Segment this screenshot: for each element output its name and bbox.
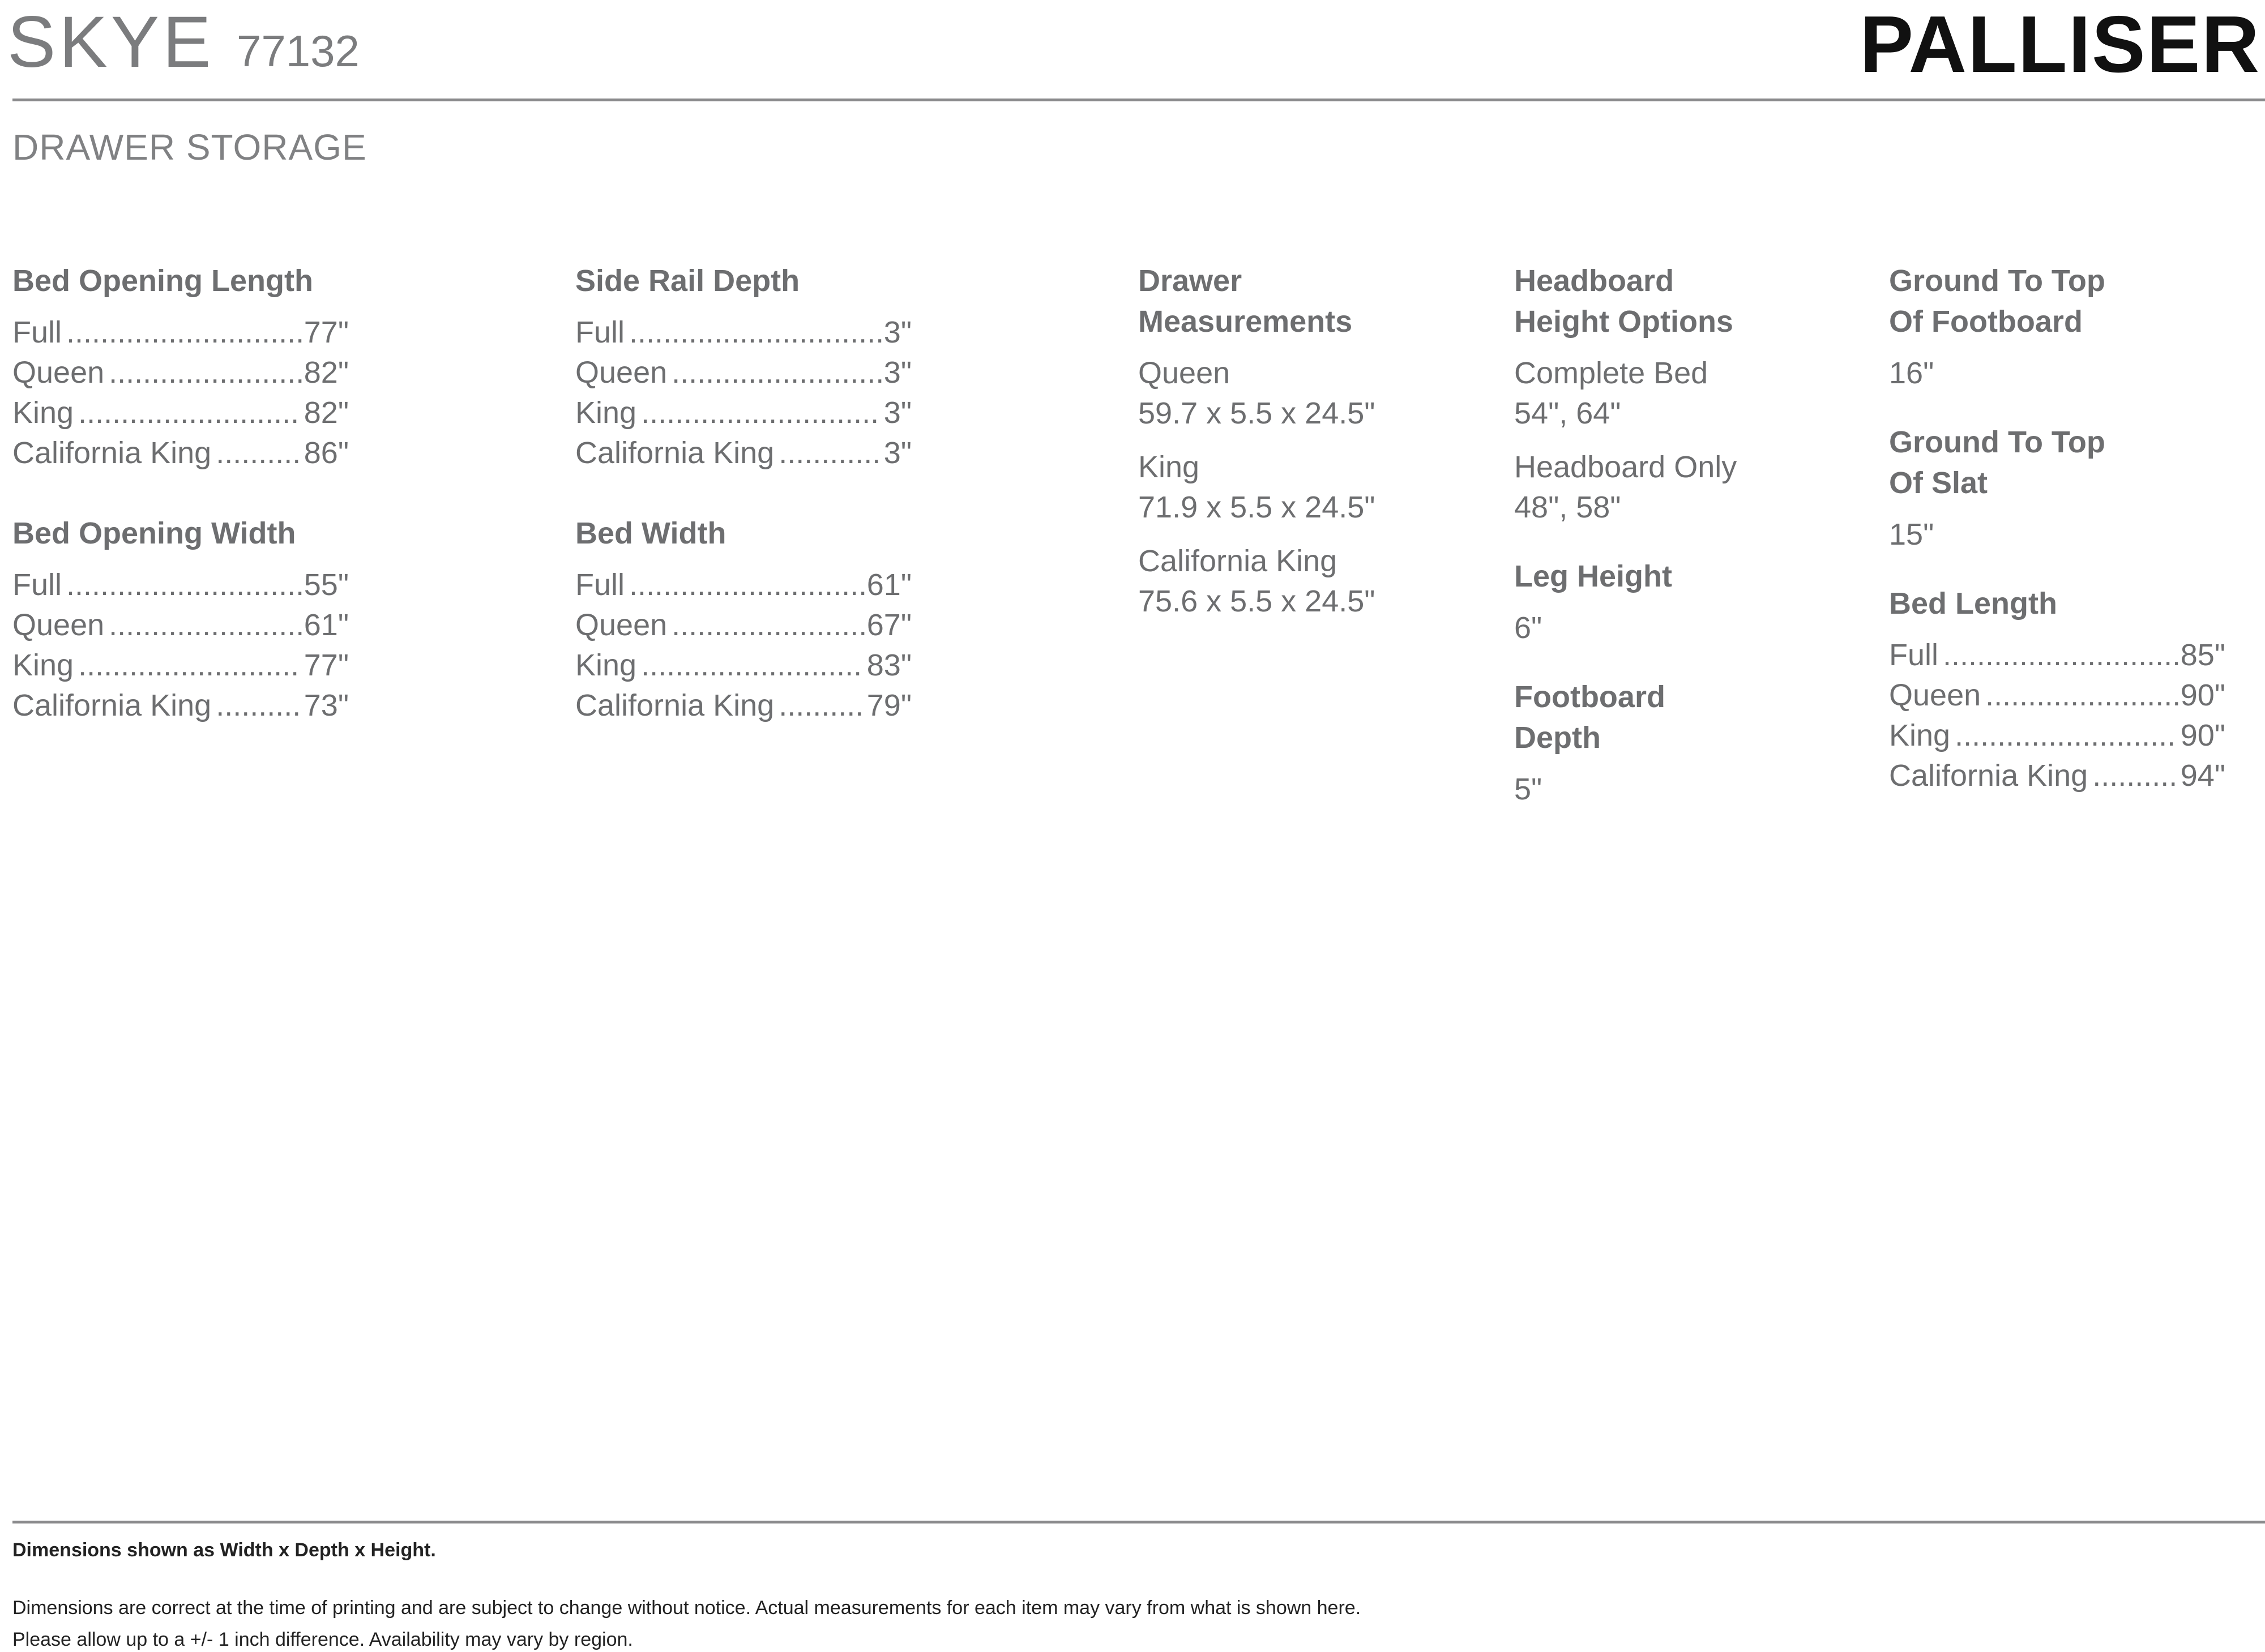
- dot-leader: [109, 353, 302, 393]
- dot-leader: [672, 353, 882, 393]
- leg-height-value: 6": [1514, 611, 1542, 645]
- spec-row: Queen ..... 90": [1889, 675, 2225, 716]
- column-1: [12, 260, 349, 726]
- section-title: Bed Width: [575, 516, 726, 550]
- spec-row: Full ..... 77": [12, 313, 349, 353]
- spec-row: Queen ..... 67": [575, 605, 912, 645]
- spec-row: King ..... 82": [12, 393, 349, 433]
- spec-row: Queen ..... 3": [575, 353, 912, 393]
- ground-to-footboard-value: 16": [1889, 356, 1934, 390]
- footboard-depth-value: 5": [1514, 772, 1542, 806]
- headboard-item: Headboard Only 48", 58": [1514, 450, 1737, 524]
- dot-leader: [1985, 675, 2178, 716]
- spec-row: King ..... 77": [12, 645, 349, 686]
- ground-to-slat-section: [1889, 422, 2225, 555]
- column-4: [1514, 260, 1854, 810]
- dot-leader: [629, 313, 882, 353]
- dot-leader: [1955, 716, 2178, 756]
- dot-leader: [78, 393, 302, 433]
- drawer-item: Queen 59.7 x 5.5 x 24.5": [1138, 356, 1375, 430]
- headboard-height-section: [1514, 260, 1854, 528]
- section-title: Side Rail Depth: [575, 264, 800, 298]
- brand-logo: PALLISER: [1860, 0, 2260, 89]
- leg-height-section: [1514, 556, 1854, 648]
- dot-leader: [78, 645, 302, 686]
- dot-leader: [779, 686, 865, 726]
- spec-row: California King ..... 94": [1889, 756, 2225, 796]
- section-title: Bed Opening Length: [12, 264, 313, 298]
- section-title: Footboard Depth: [1514, 680, 1665, 755]
- product-name: SKYE: [7, 2, 215, 83]
- side-rail-depth-section: [575, 260, 912, 473]
- bed-opening-length-section: [12, 260, 349, 473]
- spec-row: Full ..... 55": [12, 565, 349, 605]
- section-title: Drawer Measurements: [1138, 264, 1353, 339]
- bed-width-section: [575, 513, 912, 726]
- dot-leader: [109, 605, 302, 645]
- dot-leader: [2092, 756, 2178, 796]
- footer-note-line2: Please allow up to a +/- 1 inch difference. Availability may vary by region.: [12, 1629, 633, 1650]
- spec-row: Full ..... 3": [575, 313, 912, 353]
- section-title: Leg Height: [1514, 559, 1672, 593]
- column-2: [575, 260, 912, 726]
- dot-leader: [1943, 635, 2178, 675]
- dot-leader: [629, 565, 865, 605]
- spec-row: King ..... 83": [575, 645, 912, 686]
- dot-leader: [641, 645, 865, 686]
- spec-row: California King ..... 73": [12, 686, 349, 726]
- spec-row: California King ..... 79": [575, 686, 912, 726]
- drawer-measurements-section: [1138, 260, 1489, 622]
- dot-leader: [672, 605, 865, 645]
- spec-row: Full ..... 85": [1889, 635, 2225, 675]
- dot-leader: [641, 393, 882, 433]
- headboard-item: Complete Bed 54", 64": [1514, 356, 1708, 430]
- column-5: [1889, 260, 2225, 796]
- ground-to-slat-value: 15": [1889, 517, 1934, 551]
- footer-note-line1: Dimensions are correct at the time of printing and are subject to change without notice. Actual measurements for each item may vary from what is shown here.: [12, 1597, 1361, 1619]
- column-3: [1138, 260, 1489, 622]
- ground-to-footboard-section: [1889, 260, 2225, 393]
- dot-leader: [216, 686, 302, 726]
- section-title: Bed Length: [1889, 587, 2057, 620]
- dot-leader: [216, 433, 302, 473]
- section-title: Ground To Top Of Slat: [1889, 425, 2105, 500]
- spec-row: California King ..... 3": [575, 433, 912, 473]
- header-divider: [12, 99, 2265, 101]
- dot-leader: [779, 433, 882, 473]
- drawer-item: King 71.9 x 5.5 x 24.5": [1138, 450, 1375, 524]
- spec-row: Queen ..... 82": [12, 353, 349, 393]
- spec-row: Queen ..... 61": [12, 605, 349, 645]
- product-code: 77132: [237, 26, 360, 76]
- section-title: Headboard Height Options: [1514, 264, 1733, 339]
- drawer-item: California King 75.6 x 5.5 x 24.5": [1138, 544, 1375, 618]
- spec-row: California King ..... 86": [12, 433, 349, 473]
- footer-note-bold: Dimensions shown as Width x Depth x Height.: [12, 1539, 436, 1561]
- bed-opening-width-section: [12, 513, 349, 726]
- section-title: Bed Opening Width: [12, 516, 296, 550]
- bed-length-section: [1889, 583, 2225, 796]
- footboard-depth-section: [1514, 677, 1854, 810]
- section-title: Ground To Top Of Footboard: [1889, 264, 2105, 339]
- spec-row: Full ..... 61": [575, 565, 912, 605]
- dot-leader: [66, 313, 302, 353]
- page-subtitle: DRAWER STORAGE: [12, 127, 367, 168]
- dot-leader: [66, 565, 302, 605]
- spec-row: King ..... 90": [1889, 716, 2225, 756]
- footer-divider: [12, 1521, 2265, 1523]
- spec-row: King ..... 3": [575, 393, 912, 433]
